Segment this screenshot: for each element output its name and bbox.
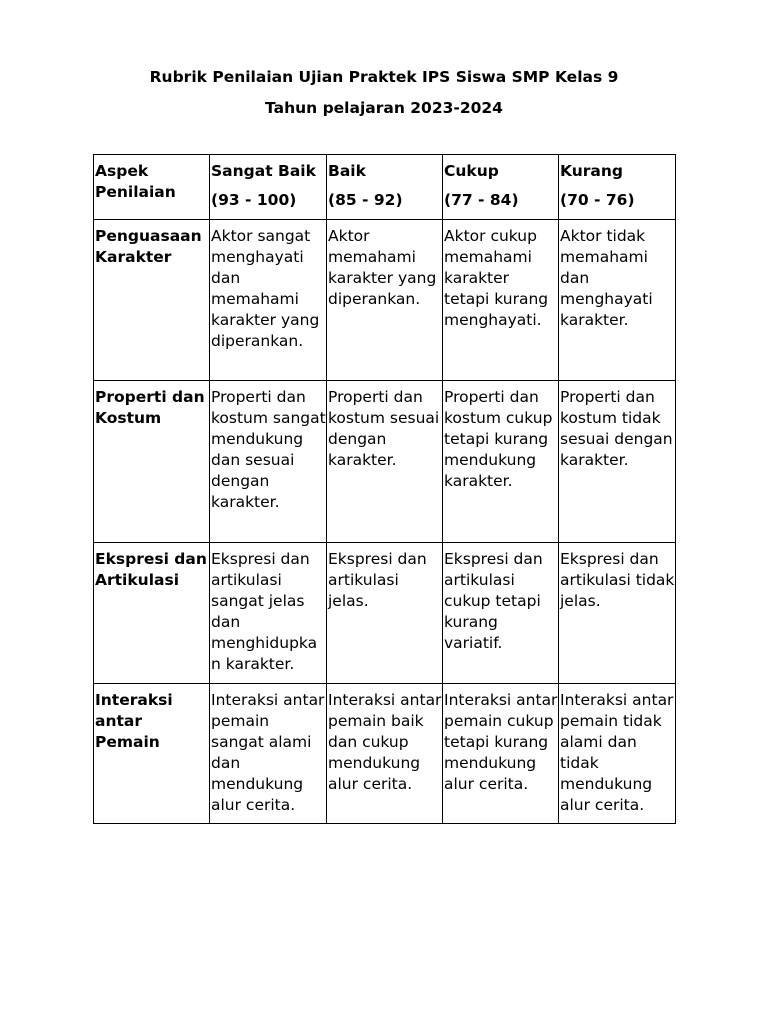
header-range: (93 - 100): [211, 191, 297, 209]
aspect-cell: Interaksi antar Pemain: [94, 684, 210, 824]
criteria-cell: Ekspresi dan artikulasi cukup tetapi kurang variatif.: [443, 543, 559, 684]
criteria-cell: Ekspresi dan artikulasi tidak jelas.: [559, 543, 676, 684]
table-row: [94, 220, 676, 381]
table-row: [94, 543, 676, 684]
criteria-cell: Aktor tidak memahami dan menghayati karakter.: [559, 220, 676, 381]
rubric-table: [93, 154, 676, 824]
header-label: Cukup: [444, 162, 499, 180]
header-label: Baik: [328, 162, 366, 180]
header-aspect: Aspek Penilaian: [94, 155, 210, 220]
criteria-cell: Properti dan kostum cukup tetapi kurang mendukung karakter.: [443, 381, 559, 543]
header-kurang: [559, 155, 676, 220]
header-range: (77 - 84): [444, 191, 519, 209]
criteria-cell: Aktor memahami karakter yang diperankan.: [327, 220, 443, 381]
criteria-cell: Ekspresi dan artikulasi sangat jelas dan menghidupkan karakter.: [210, 543, 327, 684]
table-row: [94, 684, 676, 824]
header-label: Kurang: [560, 162, 624, 180]
criteria-cell: Interaksi antar pemain tidak alami dan tidak mendukung alur cerita.: [559, 684, 676, 824]
criteria-cell: Properti dan kostum sangat mendukung dan sesuai dengan karakter.: [210, 381, 327, 543]
header-cukup: [443, 155, 559, 220]
table-header-row: [94, 155, 676, 220]
document-subtitle: Tahun pelajaran 2023-2024: [265, 99, 503, 117]
document-title: Rubrik Penilaian Ujian Praktek IPS Siswa SMP Kelas 9: [149, 68, 619, 86]
aspect-cell: Penguasaan Karakter: [94, 220, 210, 381]
table-row: [94, 381, 676, 543]
criteria-cell: Ekspresi dan artikulasi jelas.: [327, 543, 443, 684]
criteria-cell: Interaksi antar pemain cukup tetapi kurang mendukung alur cerita.: [443, 684, 559, 824]
criteria-cell: Aktor cukup memahami karakter tetapi kurang menghayati.: [443, 220, 559, 381]
header-baik: [327, 155, 443, 220]
header-label: Sangat Baik: [211, 162, 316, 180]
criteria-cell: Interaksi antar pemain sangat alami dan mendukung alur cerita.: [210, 684, 327, 824]
aspect-cell: Ekspresi dan Artikulasi: [94, 543, 210, 684]
aspect-cell: Properti dan Kostum: [94, 381, 210, 543]
header-range: (85 - 92): [328, 191, 403, 209]
criteria-cell: Properti dan kostum sesuai dengan karakter.: [327, 381, 443, 543]
header-sangat-baik: [210, 155, 327, 220]
criteria-cell: Interaksi antar pemain baik dan cukup mendukung alur cerita.: [327, 684, 443, 824]
header-range: (70 - 76): [560, 191, 635, 209]
criteria-cell: Aktor sangat menghayati dan memahami karakter yang diperankan.: [210, 220, 327, 381]
criteria-cell: Properti dan kostum tidak sesuai dengan karakter.: [559, 381, 676, 543]
